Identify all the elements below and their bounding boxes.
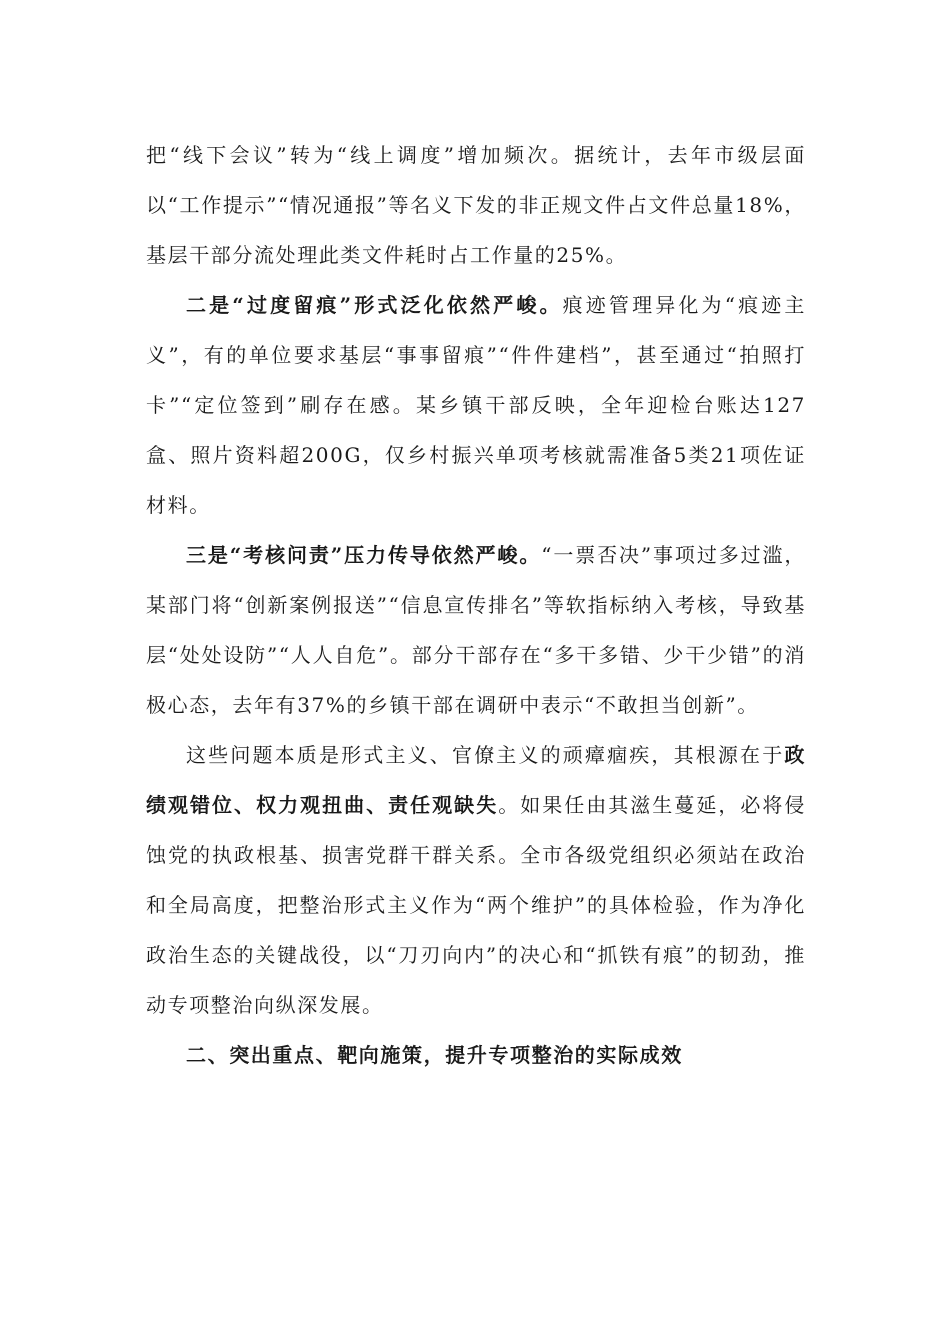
paragraph-point-two <box>146 280 806 530</box>
paragraph-lead-bold: 二是“过度留痕”形式泛化依然严峻。 <box>186 293 563 317</box>
paragraph-text: 把“线下会议”转为“线上调度”增加频次。据统计，去年市级层面以“工作提示”“情况通报”等名义下发的非正规文件占文件总量18%，基层干部分流处理此类文件耗时占工作量的25%。 <box>146 143 806 267</box>
paragraph-continuation <box>146 130 806 280</box>
paragraph-text: “一票否决”事项过多过滥，某部门将“创新案例报送”“信息宣传排名”等软指标纳入考核，导致基层“处处设防”“人人自危”。部分干部存在“多干多错、少干少错”的消极心态，去年有37%的乡镇干部在调研中表示“不敢担当创新”。 <box>146 543 806 717</box>
paragraph-text: 这些问题本质是形式主义、官僚主义的顽瘴痼疾，其根源在于 <box>186 743 785 767</box>
document-page <box>146 130 806 1080</box>
paragraph-text: 痕迹管理异化为“痕迹主义”，有的单位要求基层“事事留痕”“件件建档”，甚至通过“拍照打卡”“定位签到”刷存在感。某乡镇干部反映，全年迎检台账达127盒、照片资料超200G，仅乡村振兴单项考核就需准备5类21项佐证材料。 <box>146 293 806 517</box>
paragraph-text: 。如果任由其滋生蔓延，必将侵蚀党的执政根基、损害党群干群关系。全市各级党组织必须站在政治和全局高度，把整治形式主义作为“两个维护”的具体检验，作为净化政治生态的关键战役，以“刀刃向内”的决心和“抓铁有痕”的韧劲，推动专项整治向纵深发展。 <box>146 793 806 1017</box>
paragraph-summary <box>146 730 806 1030</box>
paragraph-point-three <box>146 530 806 730</box>
section-heading: 二、突出重点、靶向施策，提升专项整治的实际成效 <box>186 1043 683 1067</box>
paragraph-emphasis-bold: 政绩观错位、权力观扭曲、责任观缺失 <box>146 743 806 817</box>
paragraph-lead-bold: 三是“考核问责”压力传导依然严峻。 <box>186 543 542 567</box>
